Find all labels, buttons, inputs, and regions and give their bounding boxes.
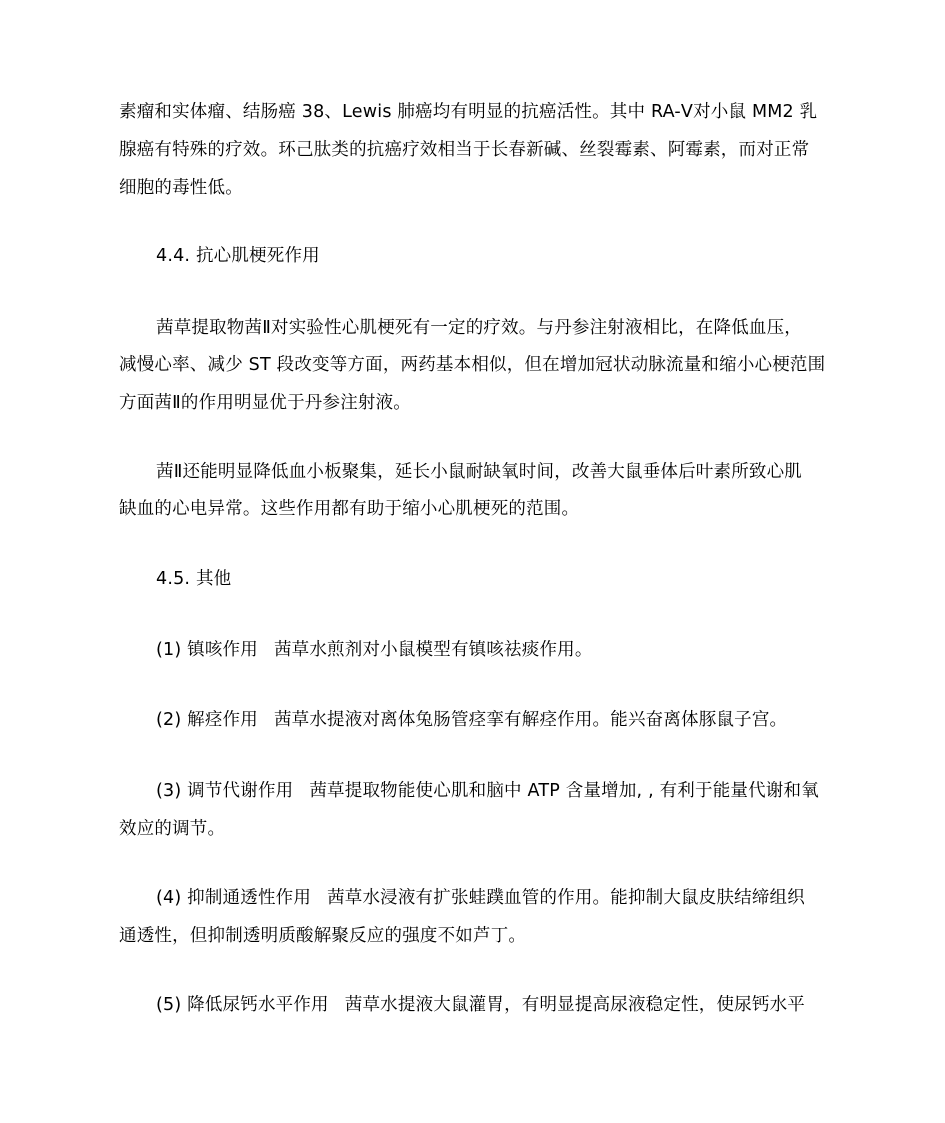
list-item-text: 茜草提取物能使心肌和脑中 ATP 含量增加, , 有利于能量代谢和氧 (309, 781, 819, 801)
paragraph-anticancer-line-2: 腺癌有特殊的疗效。环己肽类的抗癌疗效相当于长春新碱、丝裂霉素、阿霉素，而对正常 (119, 140, 810, 160)
list-item-label: (1) 镇咳作用 (156, 640, 258, 660)
paragraph-myocardial-line-1: 茜草提取物茜Ⅱ对实验性心肌梗死有一定的疗效。与丹参注射液相比，在降低血压， (156, 318, 803, 338)
section-heading-4-5: 4.5. 其他 (156, 569, 232, 589)
paragraph-myocardial-line-2: 减慢心率、减少 ST 段改变等方面，两药基本相似，但在增加冠状动脉流量和缩小心梗范围 (119, 355, 826, 375)
paragraph-platelet-line-2: 缺血的心电异常。这些作用都有助于缩小心肌梗死的范围。 (119, 499, 580, 519)
list-item-label: (3) 调节代谢作用 (156, 781, 294, 801)
list-item-label: (5) 降低尿钙水平作用 (156, 995, 329, 1015)
paragraph-anticancer-line-1: 素瘤和实体瘤、结肠癌 38、Lewis 肺癌均有明显的抗癌活性。其中 RA-Ⅴ对小鼠 MM2 乳 (119, 102, 818, 122)
paragraph-platelet-line-1: 茜Ⅱ还能明显降低血小板聚集，延长小鼠耐缺氧时间，改善大鼠垂体后叶素所致心肌 (156, 462, 803, 482)
list-item-urinary-calcium (156, 993, 805, 1017)
list-item-text: 茜草水煎剂对小鼠模型有镇咳祛痰作用。 (273, 640, 593, 660)
list-item-metabolism-continuation: 效应的调节。 (119, 819, 226, 839)
list-item-label: (4) 抑制通透性作用 (156, 888, 312, 908)
list-item-metabolism (156, 779, 819, 803)
list-item-text: 茜草水浸液有扩张蛙蹼血管的作用。能抑制大鼠皮肤结缔组织 (327, 888, 805, 908)
paragraph-anticancer-line-3: 细胞的毒性低。 (119, 178, 243, 198)
list-item-antispasmodic (156, 708, 787, 732)
list-item-permeability (156, 886, 805, 910)
paragraph-myocardial-line-3: 方面茜Ⅱ的作用明显优于丹参注射液。 (119, 393, 412, 413)
list-item-text: 茜草水提液对离体兔肠管痉挛有解痉作用。能兴奋离体豚鼠子宫。 (273, 710, 788, 730)
list-item-permeability-continuation: 通透性，但抑制透明质酸解聚反应的强度不如芦丁。 (119, 926, 527, 946)
list-item-antitussive (156, 638, 593, 662)
section-heading-4-4: 4.4. 抗心肌梗死作用 (156, 246, 320, 266)
list-item-text: 茜草水提液大鼠灌胃，有明显提高尿液稳定性，使尿钙水平 (344, 995, 805, 1015)
list-item-label: (2) 解痉作用 (156, 710, 258, 730)
